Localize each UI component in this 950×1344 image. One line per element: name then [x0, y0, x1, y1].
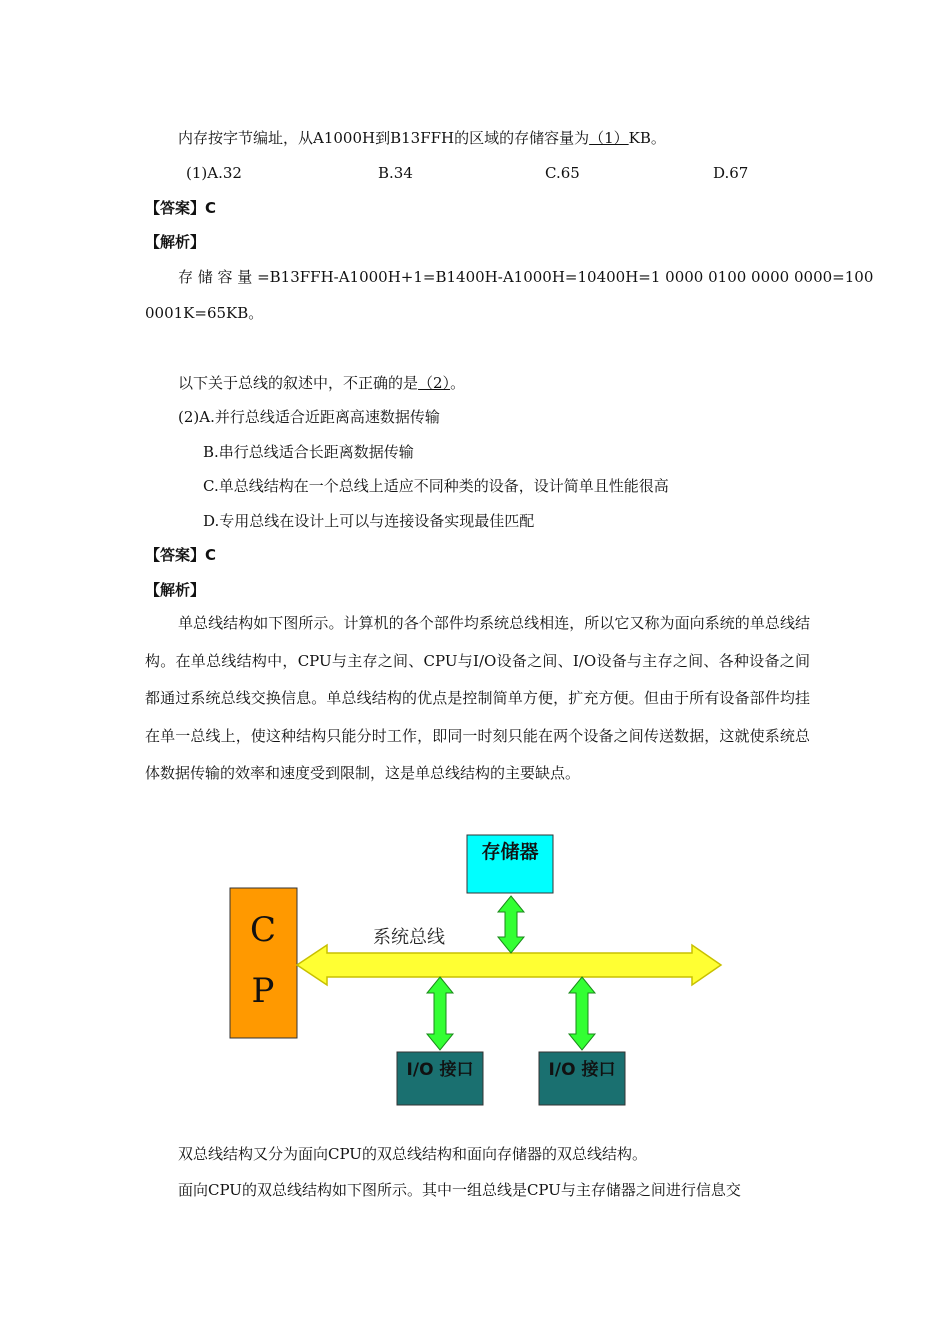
q1-analysis-label: 【解析】 — [145, 233, 206, 251]
q1-analysis-line1: 存 储 容 量 =B13FFH-A1000H+1=B1400H-A1000H=10400H=1 0000 0100 0000 0000=100 — [178, 268, 874, 286]
memory-label: 存储器 — [481, 841, 539, 863]
q2-analysis-paragraph: 单总线结构如下图所示。计算机的各个部件均系统总线相连，所以它又称为面向系统的单总线结构。在单总线结构中，CPU与主存之间、CPU与I/O设备之间、I/O设备与主存之间、各种设备之间都通过系统总线交换信息。单总线结构的优点是控制简单方便，扩充方便。但由于所有设备部件均挂在单一总线上，使这种结构只能分时工作，即同一时刻只能在两个设备之间传送数据，这就使系统总体数据传输的效率和速度受到限制，这是单总线结构的主要缺点。 — [145, 614, 810, 782]
q2-option-b: B.串行总线适合长距离数据传输 — [203, 443, 414, 461]
q2-option-c: C.单总线结构在一个总线上适应不同种类的设备，设计简单且性能很高 — [203, 477, 669, 495]
q2-option-d: D.专用总线在设计上可以与连接设备实现最佳匹配 — [203, 512, 535, 530]
q1-option-b: B.34 — [378, 164, 413, 182]
cpu-dual-bus-intro: 面向CPU的双总线结构如下图所示。其中一组总线是CPU与主存储器之间进行信息交 — [178, 1181, 741, 1199]
io1-bus-connector-arrow — [427, 977, 453, 1050]
q2-blank: （2） — [418, 374, 451, 392]
q1-analysis-line2: 0001K=65KB。 — [145, 304, 264, 322]
q1-option-a: (1)A.32 — [186, 164, 242, 182]
cpu-letter-c: C — [249, 910, 277, 950]
q2-answer: 【答案】C — [145, 546, 217, 564]
q1-blank: （1） — [589, 129, 629, 147]
system-bus-label: 系统总线 — [373, 927, 445, 948]
q2-analysis-label: 【解析】 — [145, 581, 206, 599]
q1-option-c: C.65 — [545, 164, 580, 182]
q1-option-d: D.67 — [713, 164, 749, 182]
q1-answer: 【答案】C — [145, 199, 217, 217]
memory-bus-connector-arrow — [498, 896, 524, 953]
cpu-letter-p: P — [251, 971, 275, 1011]
io-interface-label-2: I/O 接口 — [548, 1060, 616, 1080]
single-bus-diagram — [225, 830, 730, 1110]
q2-stem: 以下关于总线的叙述中，不正确的是（2）。 — [178, 374, 466, 392]
dual-bus-intro: 双总线结构又分为面向CPU的双总线结构和面向存储器的双总线结构。 — [178, 1145, 647, 1163]
io2-bus-connector-arrow — [569, 977, 595, 1050]
q2-option-a: (2)A.并行总线适合近距离高速数据传输 — [178, 408, 440, 426]
q1-stem: 内存按字节编址，从A1000H到B13FFH的区域的存储容量为（1）KB。 — [178, 129, 666, 147]
io-interface-label-1: I/O 接口 — [406, 1060, 474, 1080]
